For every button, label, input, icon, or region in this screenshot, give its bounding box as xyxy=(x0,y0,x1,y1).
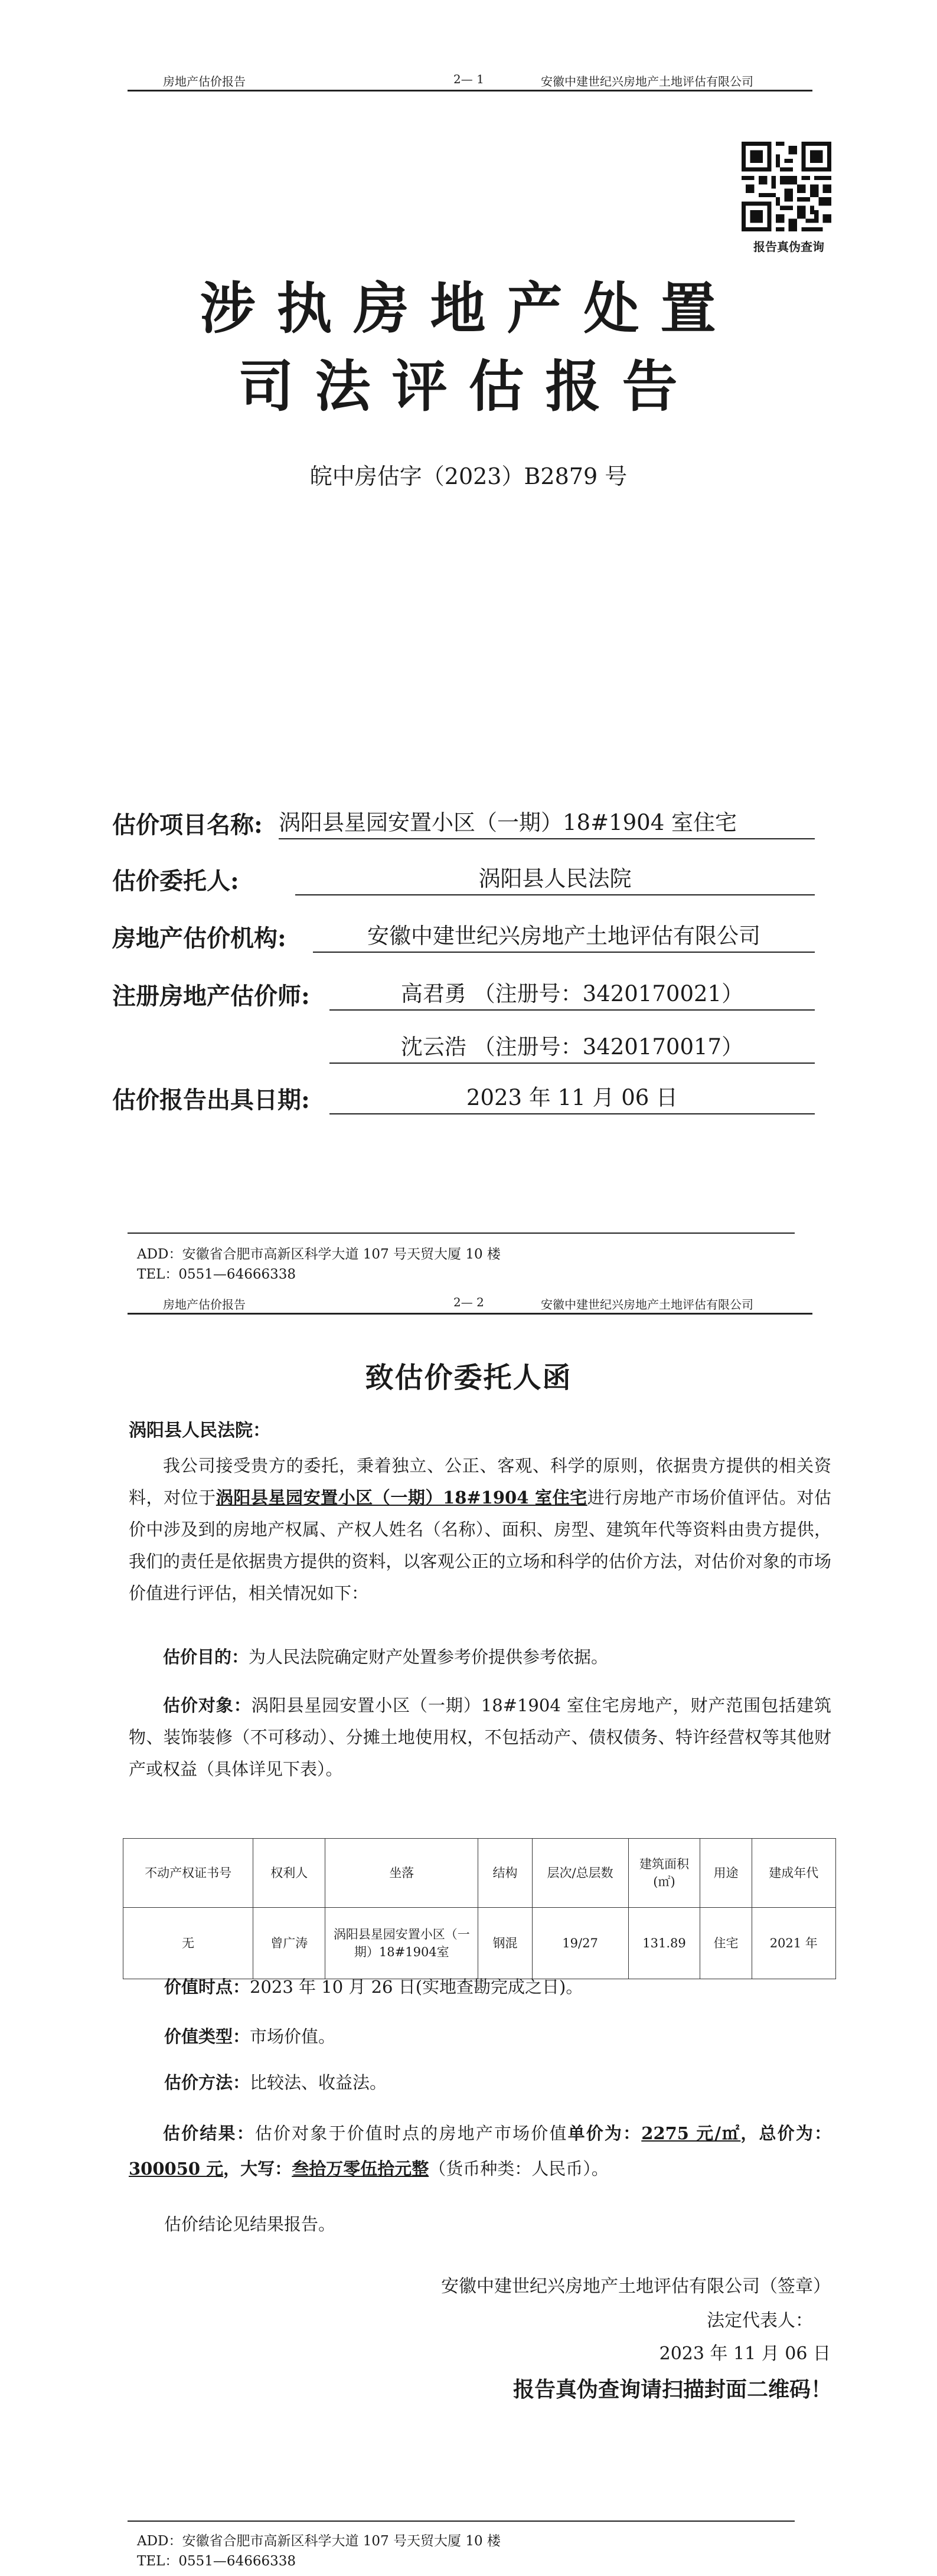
table-cell: 钢混 xyxy=(478,1908,532,1979)
table-header-cell: 建筑面积(㎡) xyxy=(628,1839,700,1908)
header-page-number: 2— 2 xyxy=(453,1295,484,1309)
value-date-label: 价值时点： xyxy=(164,1977,250,1997)
field-label: 房地产估价机构: xyxy=(112,924,286,952)
field-label: 估价报告出具日期: xyxy=(112,1086,310,1114)
intro-property: 涡阳县星园安置小区（一期）18#1904 室住宅 xyxy=(216,1488,587,1508)
table-cell: 19/27 xyxy=(532,1908,628,1979)
page-header xyxy=(128,70,812,91)
letter-addressee: 涡阳县人民法院： xyxy=(129,1420,270,1441)
result-label: 估价结果： xyxy=(163,2123,255,2143)
conclusion-line: 估价结论见结果报告。 xyxy=(164,2214,336,2234)
table-header-cell: 不动产权证书号 xyxy=(123,1839,253,1908)
header-company: 安徽中建世纪兴房地产土地评估有限公司 xyxy=(541,1297,753,1312)
method-label: 估价方法： xyxy=(164,2072,250,2093)
table-cell: 涡阳县星园安置小区（一期）18#1904室 xyxy=(325,1908,478,1979)
field-value: 2023 年 11 月 06 日 xyxy=(329,1084,815,1114)
table-header-cell: 结构 xyxy=(478,1839,532,1908)
field-label: 注册房地产估价师: xyxy=(112,982,310,1010)
letter-title: 致估价委托人函 xyxy=(365,1361,572,1394)
footer-tel: TEL：0551—64666338 xyxy=(137,1267,296,1282)
page-header xyxy=(128,1293,812,1315)
field-label: 估价项目名称: xyxy=(112,811,263,839)
footer-address: ADD：安徽省合肥市高新区科学大道 107 号天贸大厦 10 楼 xyxy=(137,1247,501,1262)
authenticity-notice: 报告真伪查询请扫描封面二维码！ xyxy=(512,2377,832,2402)
qr-code-icon[interactable] xyxy=(742,142,831,231)
table-cell: 曾广涛 xyxy=(253,1908,325,1979)
report-title-line1: 涉执房地产处置 xyxy=(200,276,737,341)
field-value: 安徽中建世纪兴房地产土地评估有限公司 xyxy=(313,922,815,953)
total-price: 300050 元 xyxy=(129,2159,224,2179)
intro-text: 我公司接受贵方的委托，秉着独立、公正、客观、科学的原则，依据贵方提供的相关资料，对位于 xyxy=(129,1456,831,1508)
table-header-cell: 建成年代 xyxy=(752,1839,835,1908)
footer-tel: TEL：0551—64666338 xyxy=(137,2554,296,2569)
header-left: 房地产估价报告 xyxy=(163,74,246,89)
footer-address: ADD：安徽省合肥市高新区科学大道 107 号天贸大厦 10 楼 xyxy=(137,2533,501,2549)
document-number: 皖中房估字（2023）B2879 号 xyxy=(309,463,628,489)
total-price-label: ，总价为： xyxy=(740,2123,831,2143)
upper-case-label: ，大写： xyxy=(223,2159,292,2179)
purpose-label: 估价目的： xyxy=(163,1647,249,1667)
object-text: 涡阳县星园安置小区（一期）18#1904 室住宅房地产，财产范围包括建筑物、装饰装修（不可移动）、分摊土地使用权，不包括动产、债权债务、特许经营权等其他财产或权益（具体详见下表）。 xyxy=(129,1695,831,1779)
value-type: 市场价值。 xyxy=(250,2026,336,2047)
report-title-line2: 司法评估报告 xyxy=(238,354,699,419)
field-value: 沈云浩 （注册号：3420170017） xyxy=(329,1033,815,1064)
value-type-label: 价值类型： xyxy=(164,2026,250,2047)
property-table xyxy=(123,1838,836,1979)
qr-caption: 报告真伪查询 xyxy=(753,240,824,254)
header-left: 房地产估价报告 xyxy=(163,1297,246,1312)
table-header-row xyxy=(123,1839,836,1908)
object-paragraph xyxy=(129,1689,831,1785)
currency-note: （货币种类：人民币）。 xyxy=(429,2159,609,2179)
table-cell: 无 xyxy=(123,1908,253,1979)
unit-price-label: 单价为： xyxy=(567,2123,642,2143)
unit-price: 2275 元/㎡ xyxy=(641,2123,741,2143)
header-company: 安徽中建世纪兴房地产土地评估有限公司 xyxy=(541,74,753,89)
table-cell: 住宅 xyxy=(700,1908,752,1979)
value-date-line xyxy=(164,1974,583,1998)
field-value: 高君勇 （注册号：3420170021） xyxy=(329,980,815,1011)
page-footer xyxy=(128,1233,795,1282)
signature-company: 安徽中建世纪兴房地产土地评估有限公司（签章） xyxy=(441,2276,831,2297)
value-date: 2023 年 10 月 26 日(实地查勘完成之日)。 xyxy=(250,1977,583,1997)
table-header-cell: 层次/总层数 xyxy=(532,1839,628,1908)
page-footer xyxy=(128,2521,795,2569)
field-value: 涡阳县人民法院 xyxy=(295,865,815,895)
purpose-paragraph xyxy=(129,1641,831,1673)
table-header-cell: 坐落 xyxy=(325,1839,478,1908)
signature-date: 2023 年 11 月 06 日 xyxy=(659,2343,831,2364)
method-line xyxy=(164,2070,387,2094)
intro-text-cont: 进行房地产市场价值评估。对估价中涉及到的房地产权属、产权人姓名（名称）、面积、房型、建筑年代等资料由贵方提供，我们的责任是依据贵方提供的资料，以客观公正的立场和科学的估价方法，对估价对象的市场价值进行评估，相关情况如下： xyxy=(129,1488,831,1603)
table-row xyxy=(123,1908,836,1979)
table-cell: 2021 年 xyxy=(752,1908,835,1979)
method: 比较法、收益法。 xyxy=(250,2072,387,2093)
letter-intro-paragraph xyxy=(129,1450,831,1609)
field-label: 估价委托人: xyxy=(112,867,239,895)
table-cell: 131.89 xyxy=(628,1908,700,1979)
header-page-number: 2— 1 xyxy=(453,72,484,86)
table-header-cell: 用途 xyxy=(700,1839,752,1908)
result-text: 估价对象于价值时点的房地产市场价值 xyxy=(254,2123,568,2143)
value-type-line xyxy=(164,2023,335,2048)
purpose-text: 为人民法院确定财产处置参考价提供参考依据。 xyxy=(249,1647,609,1667)
table-header-cell: 权利人 xyxy=(253,1839,325,1908)
upper-case-amount: 叁拾万零伍拾元整 xyxy=(292,2159,429,2179)
object-label: 估价对象： xyxy=(163,1695,252,1715)
field-value: 涡阳县星园安置小区（一期）18#1904 室住宅 xyxy=(279,809,815,839)
signature-representative: 法定代表人： xyxy=(707,2310,813,2331)
result-paragraph xyxy=(129,2116,831,2186)
